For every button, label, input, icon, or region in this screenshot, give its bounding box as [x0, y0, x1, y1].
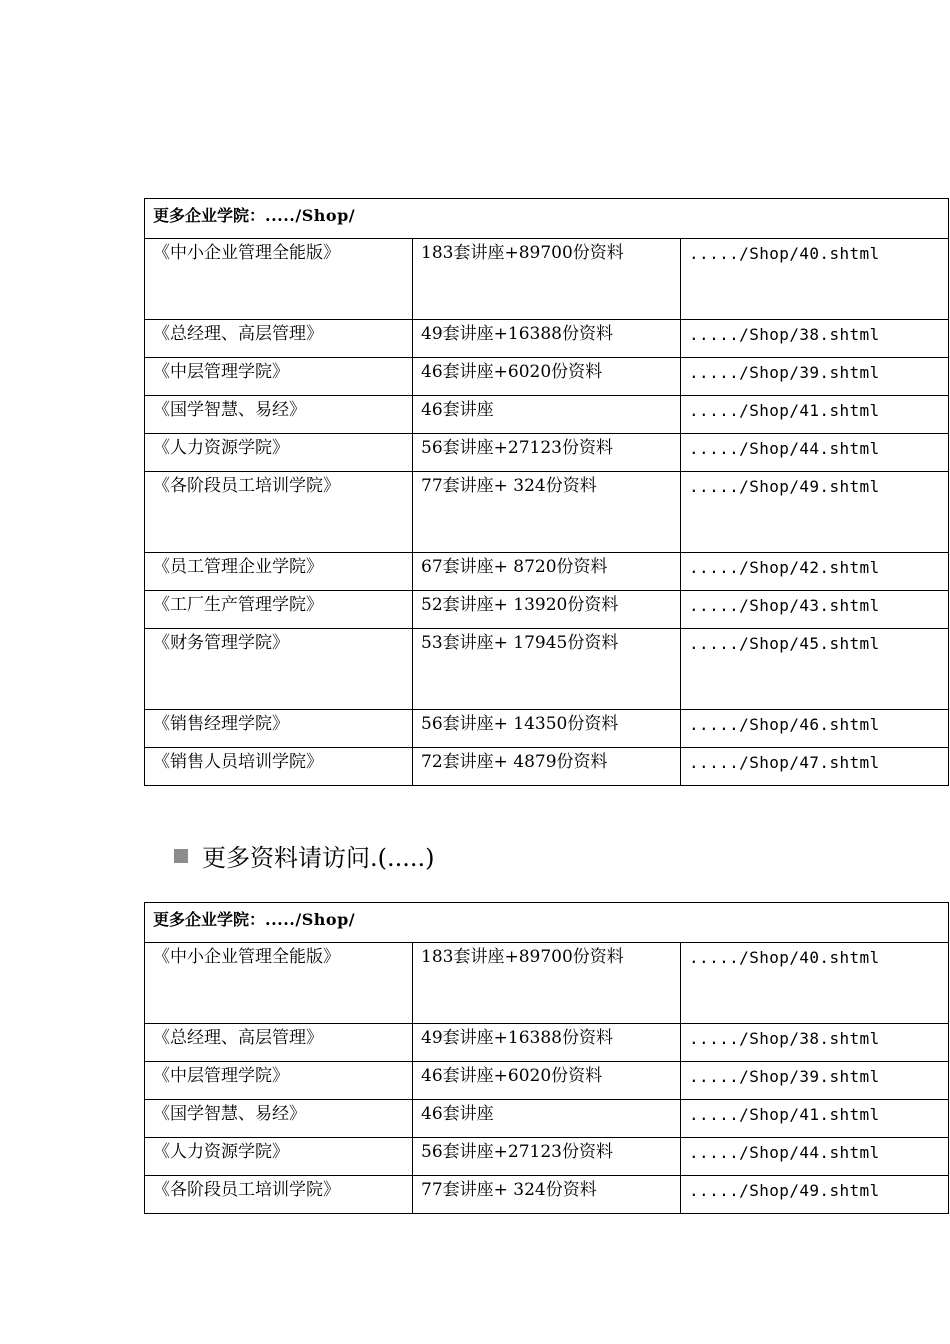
table-row [145, 748, 949, 786]
course-content-cell [413, 943, 681, 1024]
course-content-cell [413, 629, 681, 710]
course-name-text: 《总经理、高层管理》 [153, 324, 323, 344]
course-content-text: 183套讲座+89700份资料 [421, 243, 624, 263]
course-name-cell [145, 472, 413, 553]
course-content-cell [413, 1176, 681, 1214]
course-link-cell[interactable] [681, 1138, 949, 1176]
course-content-text: 52套讲座+ 13920份资料 [421, 595, 619, 615]
course-table-2 [144, 902, 949, 1214]
course-name-text: 《人力资源学院》 [153, 1142, 289, 1162]
course-name-cell [145, 1138, 413, 1176]
course-link-text[interactable]: ...../Shop/42.shtml [689, 558, 880, 577]
table-row [145, 239, 949, 320]
course-content-text: 77套讲座+ 324份资料 [421, 476, 597, 496]
course-link-cell[interactable] [681, 1176, 949, 1214]
table-row [145, 1176, 949, 1214]
course-name-text: 《国学智慧、易经》 [153, 400, 306, 420]
course-name-text: 《销售人员培训学院》 [153, 752, 323, 772]
table-header-label: 更多企业学院： [153, 206, 266, 225]
more-info-line [174, 838, 435, 873]
course-link-text[interactable]: ...../Shop/46.shtml [689, 715, 880, 734]
table-row [145, 629, 949, 710]
course-content-text: 183套讲座+89700份资料 [421, 947, 624, 967]
course-content-cell [413, 748, 681, 786]
table-row [145, 472, 949, 553]
course-name-cell [145, 748, 413, 786]
course-name-text: 《各阶段员工培训学院》 [153, 476, 340, 496]
course-content-text: 56套讲座+ 14350份资料 [421, 714, 619, 734]
course-link-cell[interactable] [681, 239, 949, 320]
course-link-text[interactable]: ...../Shop/41.shtml [689, 401, 880, 420]
course-link-cell[interactable] [681, 629, 949, 710]
more-info-text[interactable]: 更多资料请访问.(.....) [202, 844, 435, 872]
course-name-text: 《各阶段员工培训学院》 [153, 1180, 340, 1200]
course-link-text[interactable]: ...../Shop/40.shtml [689, 244, 880, 263]
course-name-text: 《财务管理学院》 [153, 633, 289, 653]
course-content-cell [413, 1138, 681, 1176]
course-name-cell [145, 1176, 413, 1214]
square-bullet-icon [174, 849, 188, 863]
course-name-text: 《工厂生产管理学院》 [153, 595, 323, 615]
course-name-text: 《人力资源学院》 [153, 438, 289, 458]
course-content-text: 46套讲座 [421, 1104, 494, 1124]
course-content-text: 49套讲座+16388份资料 [421, 1028, 613, 1048]
table-header-link[interactable]: ...../Shop/ [265, 206, 356, 225]
course-link-cell[interactable] [681, 472, 949, 553]
course-link-text[interactable]: ...../Shop/43.shtml [689, 596, 880, 615]
table-header-link[interactable]: ...../Shop/ [265, 910, 356, 929]
course-name-cell [145, 943, 413, 1024]
course-content-text: 46套讲座 [421, 400, 494, 420]
course-content-text: 67套讲座+ 8720份资料 [421, 557, 608, 577]
course-content-text: 49套讲座+16388份资料 [421, 324, 613, 344]
course-content-text: 53套讲座+ 17945份资料 [421, 633, 619, 653]
course-name-text: 《总经理、高层管理》 [153, 1028, 323, 1048]
table-row [145, 1138, 949, 1176]
course-link-text[interactable]: ...../Shop/41.shtml [689, 1105, 880, 1124]
table-header-label: 更多企业学院： [153, 910, 266, 929]
course-name-text: 《销售经理学院》 [153, 714, 289, 734]
course-link-text[interactable]: ...../Shop/45.shtml [689, 634, 880, 653]
course-content-text: 46套讲座+6020份资料 [421, 1066, 603, 1086]
course-content-cell [413, 472, 681, 553]
course-link-text[interactable]: ...../Shop/40.shtml [689, 948, 880, 967]
course-name-text: 《员工管理企业学院》 [153, 557, 323, 577]
course-name-text: 《中层管理学院》 [153, 1066, 289, 1086]
course-name-text: 《国学智慧、易经》 [153, 1104, 306, 1124]
course-content-text: 46套讲座+6020份资料 [421, 362, 603, 382]
course-name-text: 《中层管理学院》 [153, 362, 289, 382]
course-link-cell[interactable] [681, 943, 949, 1024]
course-content-text: 72套讲座+ 4879份资料 [421, 752, 608, 772]
course-link-text[interactable]: ...../Shop/49.shtml [689, 477, 880, 496]
course-content-text: 56套讲座+27123份资料 [421, 1142, 613, 1162]
course-content-cell [413, 239, 681, 320]
course-link-text[interactable]: ...../Shop/49.shtml [689, 1181, 880, 1200]
course-name-text: 《中小企业管理全能版》 [153, 243, 340, 263]
course-table-1 [144, 198, 949, 786]
course-content-text: 56套讲座+27123份资料 [421, 438, 613, 458]
course-link-text[interactable]: ...../Shop/47.shtml [689, 753, 880, 772]
course-content-text: 77套讲座+ 324份资料 [421, 1180, 597, 1200]
course-link-text[interactable]: ...../Shop/38.shtml [689, 1029, 880, 1048]
course-link-text[interactable]: ...../Shop/44.shtml [689, 1143, 880, 1162]
course-link-text[interactable]: ...../Shop/44.shtml [689, 439, 880, 458]
course-link-text[interactable]: ...../Shop/39.shtml [689, 1067, 880, 1086]
course-name-text: 《中小企业管理全能版》 [153, 947, 340, 967]
course-link-cell[interactable] [681, 748, 949, 786]
course-link-text[interactable]: ...../Shop/38.shtml [689, 325, 880, 344]
course-link-text[interactable]: ...../Shop/39.shtml [689, 363, 880, 382]
course-name-cell [145, 629, 413, 710]
course-name-cell [145, 239, 413, 320]
table-row [145, 943, 949, 1024]
